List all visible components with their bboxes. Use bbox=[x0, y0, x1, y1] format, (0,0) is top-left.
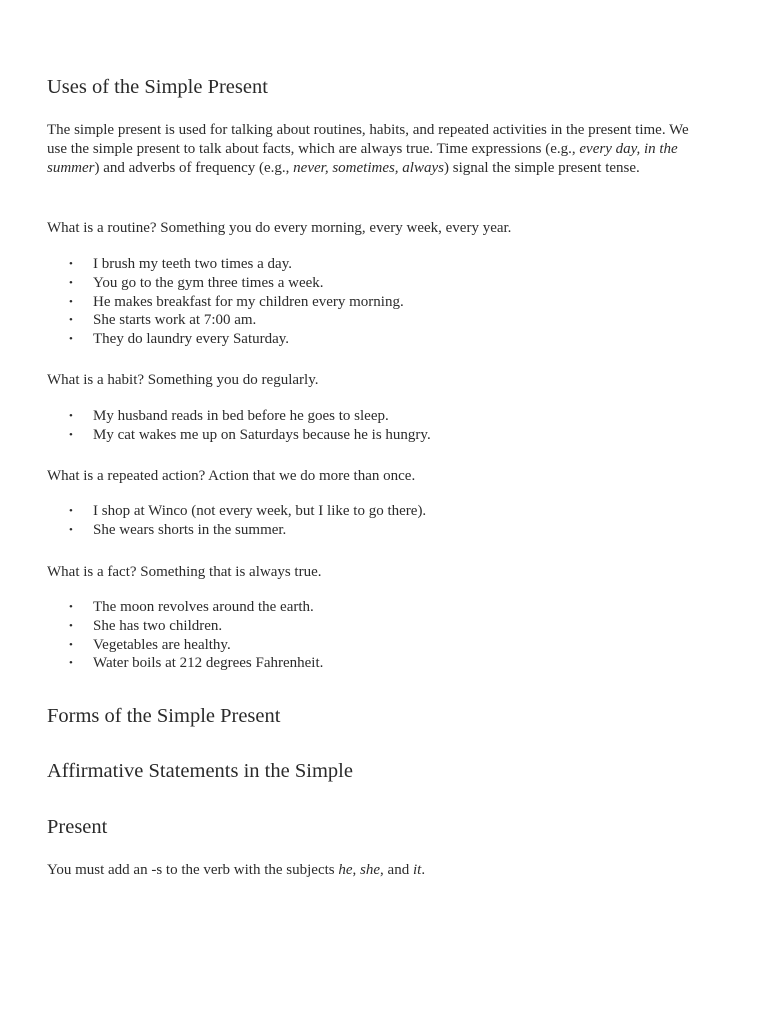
list-item: • Vegetables are healthy. bbox=[47, 636, 323, 655]
rule-subject-he: he bbox=[338, 862, 353, 878]
intro-text-3: ) signal the simple present tense. bbox=[443, 160, 640, 176]
rule-subject-it: it bbox=[412, 862, 422, 878]
list-item: • Water boils at 212 degrees Fahrenheit. bbox=[47, 654, 323, 673]
list-item: • My husband reads in bed before he goes to sleep. bbox=[47, 407, 431, 426]
rule-end: . bbox=[421, 862, 426, 878]
section-heading-affirmative-line1: Affirmative Statements in the Simple bbox=[47, 760, 353, 782]
intro-text-1: The simple present is used for talking about routines, habits, and repeated activities in the present time. We use the simple present to talk about facts, which are always true. Time expressions (e.g., bbox=[47, 122, 689, 157]
habit-question: What is a habit? Something you do regularly. bbox=[47, 372, 319, 388]
section-heading-forms: Forms of the Simple Present bbox=[47, 705, 281, 727]
intro-text-2: ) and adverbs of frequency (e.g., bbox=[94, 160, 294, 176]
list-item: • The moon revolves around the earth. bbox=[47, 598, 323, 617]
list-item: • He makes breakfast for my children every morning. bbox=[47, 293, 404, 312]
repeated-action-question: What is a repeated action? Action that we do more than once. bbox=[47, 468, 416, 484]
rule-separator: , and bbox=[380, 862, 413, 878]
routine-list bbox=[47, 255, 404, 349]
section-heading-affirmative-line2: Present bbox=[47, 816, 108, 838]
list-item: • I shop at Winco (not every week, but I like to go there). bbox=[47, 502, 426, 521]
intro-italic-2: never, sometimes, always bbox=[293, 160, 444, 176]
intro-paragraph bbox=[47, 121, 707, 178]
rule-subject-she: she bbox=[360, 862, 381, 878]
section-heading-uses: Uses of the Simple Present bbox=[47, 76, 268, 98]
list-item: • She has two children. bbox=[47, 617, 323, 636]
habit-list bbox=[47, 407, 431, 445]
list-item: • You go to the gym three times a week. bbox=[47, 274, 404, 293]
list-item: • They do laundry every Saturday. bbox=[47, 330, 404, 349]
list-item: • I brush my teeth two times a day. bbox=[47, 255, 404, 274]
intro-italic-1: every day, in the summer bbox=[47, 141, 678, 176]
fact-list bbox=[47, 598, 323, 673]
list-item: • My cat wakes me up on Saturdays because he is hungry. bbox=[47, 426, 431, 445]
rule-separator: , bbox=[352, 862, 361, 878]
rule-text: You must add an -s to the verb with the subjects bbox=[47, 862, 339, 878]
rule-paragraph bbox=[47, 861, 425, 880]
list-item: • She wears shorts in the summer. bbox=[47, 521, 426, 540]
repeated-action-list bbox=[47, 502, 426, 540]
list-item: • She starts work at 7:00 am. bbox=[47, 311, 404, 330]
fact-question: What is a fact? Something that is always true. bbox=[47, 564, 322, 580]
routine-question: What is a routine? Something you do every morning, every week, every year. bbox=[47, 220, 512, 236]
